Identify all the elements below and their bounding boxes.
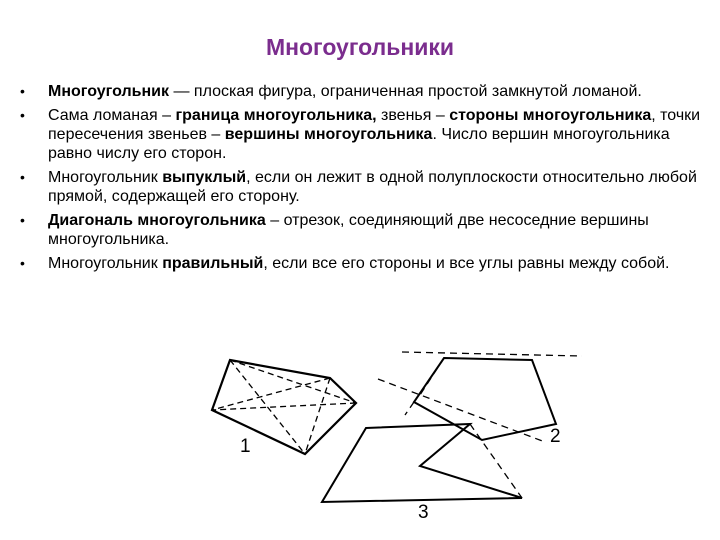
- text-run: – отрезок, соединяющий две несоседние вершины многоугольника.: [48, 212, 649, 248]
- text-run: Сама ломаная –: [48, 107, 176, 124]
- figure-label-3: 3: [418, 502, 429, 523]
- slide-title: Многоугольники: [265, 34, 455, 60]
- text-run: — плоская фигура, ограниченная простой замкнутой ломаной.: [169, 83, 642, 100]
- text-run: , если все его стороны и все углы равны между собой.: [263, 255, 670, 272]
- text-run: . Число вершин многоугольника равно числу его сторон.: [48, 126, 670, 162]
- extension-line: [405, 402, 414, 415]
- nonconvex-outline: [322, 424, 522, 502]
- text-run: , если он лежит в одной полуплоскости относительно любой прямой, содержащей его сторону.: [48, 169, 697, 205]
- bold-term: стороны многоугольника: [449, 107, 652, 124]
- bold-term: правильный: [162, 255, 264, 272]
- figure-nonconvex: [322, 424, 522, 502]
- bullet-dot: •: [20, 169, 25, 185]
- bullet-dot: •: [20, 255, 25, 271]
- figure-convex-pentagon: [212, 360, 356, 454]
- bold-term: Диагональ многоугольника: [48, 212, 266, 229]
- bold-term: Многоугольник: [48, 83, 170, 100]
- bold-term: вершины многоугольника: [224, 126, 433, 143]
- bullet-dot: •: [20, 212, 25, 228]
- figure-label-1: 1: [240, 436, 251, 457]
- figure-label-2: 2: [550, 426, 561, 447]
- diagonal-line: [212, 403, 356, 410]
- pentagon-diagonals: [212, 360, 356, 454]
- bold-term: выпуклый: [162, 169, 247, 186]
- text-run: Многоугольник: [48, 169, 163, 186]
- text-run: , точки пересечения звеньев –: [48, 107, 701, 143]
- text-run: звенья –: [376, 107, 450, 124]
- text-run: Многоугольник: [48, 255, 163, 272]
- bullet-dot: •: [20, 83, 25, 99]
- extension-line: [470, 424, 522, 498]
- bold-term: граница многоугольника,: [175, 107, 377, 124]
- bullet-dot: •: [20, 107, 25, 123]
- extension-line: [402, 352, 582, 356]
- diagonal-line: [230, 360, 356, 403]
